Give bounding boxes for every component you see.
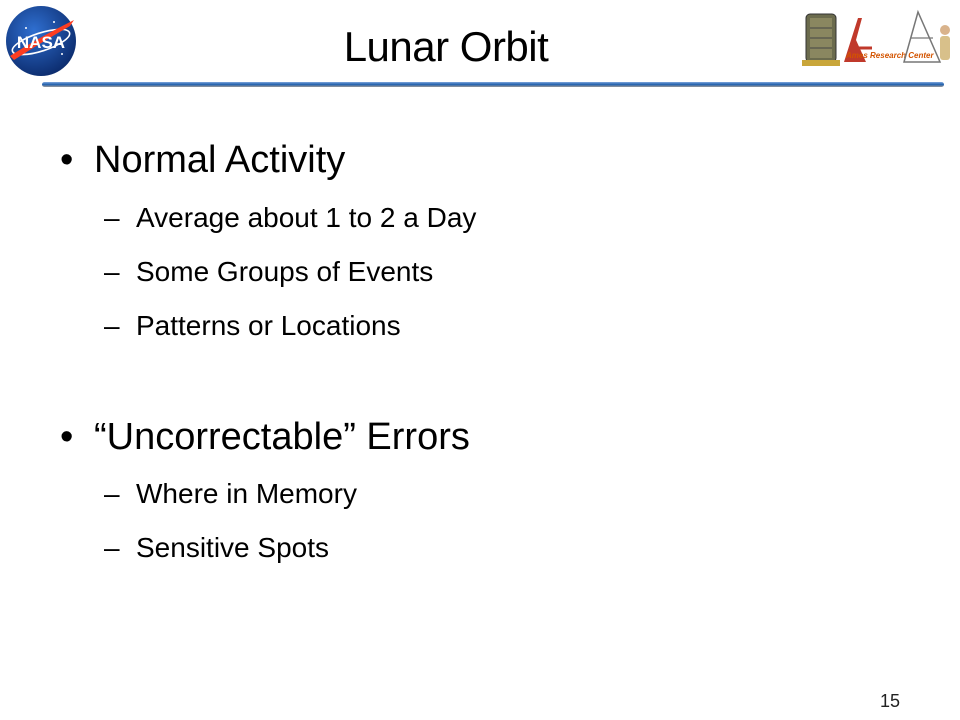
sub-bullet xyxy=(104,201,476,235)
sub-bullet-text: Some Groups of Events xyxy=(136,256,434,287)
page-number: 15 xyxy=(879,691,900,711)
bullet-text: “Uncorrectable” Errors xyxy=(94,416,470,458)
sub-bullet xyxy=(104,531,329,565)
ames-logo-text: Ames Research Center xyxy=(846,51,934,60)
dash-icon: – xyxy=(104,478,120,509)
sub-bullet-text: Average about 1 to 2 a Day xyxy=(136,202,477,233)
sub-bullet xyxy=(104,255,433,289)
slide-title: Lunar Orbit xyxy=(343,23,549,70)
bullet-uncorrectable-errors xyxy=(60,415,470,459)
sub-bullet xyxy=(104,477,357,511)
sub-bullet-text: Patterns or Locations xyxy=(136,310,401,341)
sub-bullet-text: Sensitive Spots xyxy=(136,532,329,563)
bullet-text: Normal Activity xyxy=(94,139,346,181)
sub-bullet-text: Where in Memory xyxy=(136,478,357,509)
bullet-icon: • xyxy=(60,416,74,458)
svg-text:NASA: NASA xyxy=(16,33,66,52)
sub-bullet xyxy=(104,309,401,343)
dash-icon: – xyxy=(104,310,120,341)
bullet-icon: • xyxy=(60,139,74,181)
bullet-normal-activity xyxy=(60,138,345,182)
dash-icon: – xyxy=(104,256,120,287)
dash-icon: – xyxy=(104,202,120,233)
dash-icon: – xyxy=(104,532,120,563)
